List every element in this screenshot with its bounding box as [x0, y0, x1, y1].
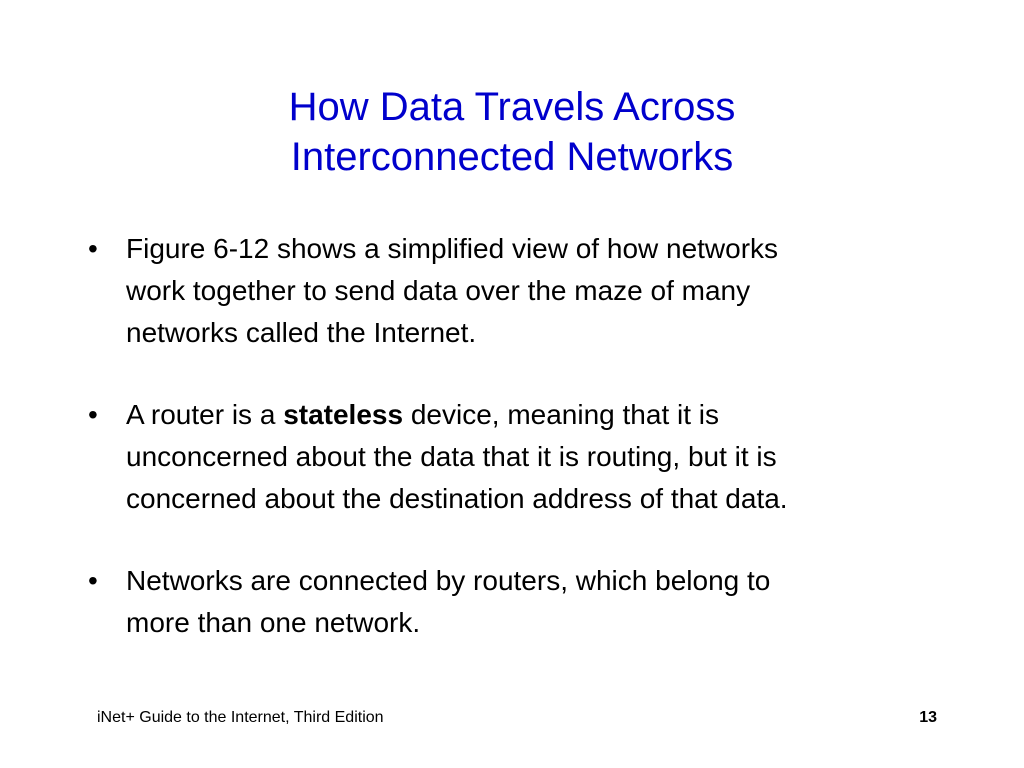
bullet-text-line: networks called the Internet.: [126, 317, 477, 348]
bullet-icon: •: [88, 233, 98, 264]
bullet-icon: •: [88, 565, 98, 596]
bullet-icon: •: [88, 399, 98, 430]
page-number: 13: [919, 709, 937, 726]
bullet-list: [88, 228, 968, 684]
slide-title-line: Interconnected Networks: [290, 135, 734, 179]
bullet-text-line: concerned about the destination address of that data.: [126, 483, 788, 514]
bullet-text-line: unconcerned about the data that it is routing, but it is: [126, 441, 777, 472]
bullet-item: [88, 228, 968, 354]
bullet-text-line: Figure 6-12 shows a simplified view of how networks: [126, 233, 779, 264]
bullet-text-line: work together to send data over the maze of many: [126, 275, 751, 306]
slide-title: [0, 82, 1024, 182]
bullet-text-segment: device, meaning that it is: [403, 399, 720, 430]
bullet-text-segment: A router is a: [126, 399, 284, 430]
bullet-text-line: [126, 394, 968, 436]
bullet-item: [88, 394, 968, 520]
bullet-text-line: more than one network.: [126, 607, 421, 638]
slide-title-line: How Data Travels Across: [288, 85, 736, 129]
footer-source-text: iNet+ Guide to the Internet, Third Edition: [97, 709, 384, 726]
bullet-item: [88, 560, 968, 644]
bullet-text-line: Networks are connected by routers, which belong to: [126, 565, 771, 596]
bullet-bold-term: stateless: [283, 399, 404, 430]
